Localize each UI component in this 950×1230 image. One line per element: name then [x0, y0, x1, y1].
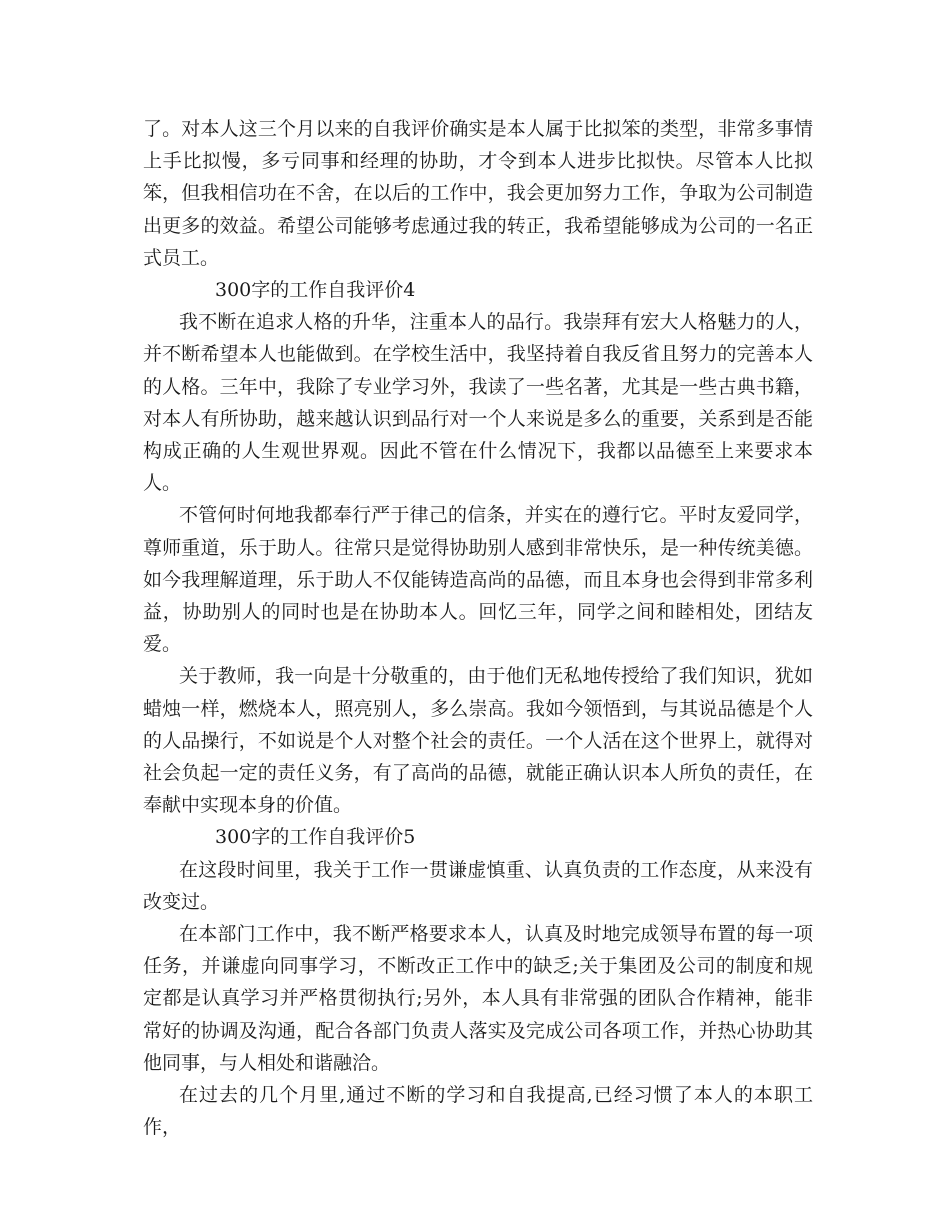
paragraph: 我不断在追求人格的升华，注重本人的品行。我崇拜有宏大人格魅力的人，并不断希望本人也能做到。在学校生活中，我坚持着自我反省且努力的完善本人的人格。三年中，我除了专业学习外，我读了一些名著，尤其是一些古典书籍，对本人有所协助，越来越认识到品行对一个人来说是多么的重要，关系到是否能构成正确的人生观世界观。因此不管在什么情况下，我都以品德至上来要求本人。	[143, 311, 813, 495]
paragraph: 在过去的几个月里,通过不断的学习和自我提高,已经习惯了本人的本职工作，	[143, 1084, 813, 1139]
section-heading: 300字的工作自我评价4	[215, 279, 416, 302]
section-heading: 300字的工作自我评价5	[215, 826, 416, 849]
paragraph: 在这段时间里，我关于工作一贯谦虚慎重、认真负责的工作态度，从来没有改变过。	[143, 858, 813, 913]
paragraph: 了。对本人这三个月以来的自我评价确实是本人属于比拟笨的类型，非常多事情上手比拟慢，多亏同事和经理的协助，才令到本人进步比拟快。尽管本人比拟笨，但我相信功在不舍，在以后的工作中，我会更加努力工作，争取为公司制造出更多的效益。希望公司能够考虑通过我的转正，我希望能够成为公司的一名正式员工。	[143, 118, 813, 269]
paragraph: 在本部门工作中，我不断严格要求本人，认真及时地完成领导布置的每一项任务，并谦虚向同事学习，不断改正工作中的缺乏;关于集团及公司的制度和规定都是认真学习并严格贯彻执行;另外，本人具有非常强的团队合作精神，能非常好的协调及沟通，配合各部门负责人落实及完成公司各项工作，并热心协助其他同事，与人相处和谐融洽。	[143, 923, 813, 1074]
document-body	[143, 113, 813, 1144]
paragraph: 不管何时何地我都奉行严于律己的信条，并实在的遵行它。平时友爱同学，尊师重道，乐于助人。往常只是觉得协助别人感到非常快乐，是一种传统美德。如今我理解道理，乐于助人不仅能铸造高尚的品德，而且本身也会得到非常多利益，协助别人的同时也是在协助本人。回忆三年，同学之间和睦相处，团结友爱。	[143, 504, 813, 656]
paragraph: 关于教师，我一向是十分敬重的，由于他们无私地传授给了我们知识，犹如蜡烛一样，燃烧本人，照亮别人，多么崇高。我如今领悟到，与其说品德是个人的人品操行，不如说是个人对整个社会的责任。一个人活在这个世界上，就得对社会负起一定的责任义务，有了高尚的品德，就能正确认识本人所负的责任，在奉献中实现本身的价值。	[143, 665, 813, 817]
